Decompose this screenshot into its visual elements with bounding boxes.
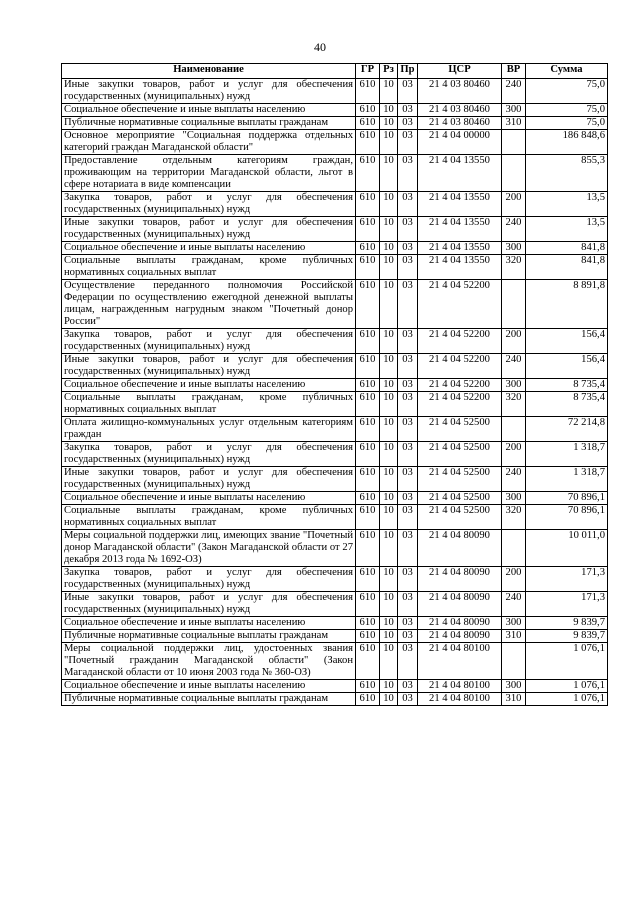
cell-vr: 300	[502, 104, 526, 117]
cell-csr: 21 4 03 80460	[418, 117, 502, 130]
cell-csr: 21 4 04 52200	[418, 280, 502, 329]
cell-gr: 610	[356, 329, 380, 354]
cell-gr: 610	[356, 104, 380, 117]
cell-gr: 610	[356, 643, 380, 680]
cell-name: Иные закупки товаров, работ и услуг для обеспечения государственных (муниципальных) нужд	[62, 217, 356, 242]
cell-rz: 10	[380, 492, 398, 505]
cell-gr: 610	[356, 379, 380, 392]
cell-rz: 10	[380, 104, 398, 117]
cell-gr: 610	[356, 217, 380, 242]
cell-sum: 8 735,4	[526, 392, 608, 417]
cell-rz: 10	[380, 392, 398, 417]
table-header-row	[62, 64, 608, 79]
cell-rz: 10	[380, 693, 398, 706]
table-row	[62, 693, 608, 706]
cell-rz: 10	[380, 680, 398, 693]
cell-sum: 1 318,7	[526, 442, 608, 467]
cell-csr: 21 4 04 52500	[418, 505, 502, 530]
cell-rz: 10	[380, 130, 398, 155]
cell-vr	[502, 155, 526, 192]
cell-sum: 13,5	[526, 217, 608, 242]
table-row	[62, 680, 608, 693]
cell-pr: 03	[398, 192, 418, 217]
cell-gr: 610	[356, 442, 380, 467]
cell-rz: 10	[380, 505, 398, 530]
cell-name: Социальные выплаты гражданам, кроме публичных нормативных социальных выплат	[62, 392, 356, 417]
cell-name: Социальное обеспечение и иные выплаты населению	[62, 379, 356, 392]
table-row	[62, 530, 608, 567]
cell-sum: 171,3	[526, 567, 608, 592]
cell-gr: 610	[356, 79, 380, 104]
cell-csr: 21 4 04 80100	[418, 693, 502, 706]
cell-csr: 21 4 04 80090	[418, 592, 502, 617]
cell-name: Закупка товаров, работ и услуг для обеспечения государственных (муниципальных) нужд	[62, 567, 356, 592]
cell-name: Социальное обеспечение и иные выплаты населению	[62, 242, 356, 255]
cell-sum: 1 318,7	[526, 467, 608, 492]
cell-pr: 03	[398, 130, 418, 155]
table-row	[62, 630, 608, 643]
cell-vr	[502, 280, 526, 329]
table-row	[62, 505, 608, 530]
cell-sum: 75,0	[526, 104, 608, 117]
cell-vr: 240	[502, 354, 526, 379]
cell-csr: 21 4 04 52200	[418, 392, 502, 417]
cell-sum: 156,4	[526, 329, 608, 354]
cell-csr: 21 4 04 80090	[418, 617, 502, 630]
cell-sum: 8 735,4	[526, 379, 608, 392]
cell-gr: 610	[356, 392, 380, 417]
cell-vr: 200	[502, 192, 526, 217]
cell-name: Иные закупки товаров, работ и услуг для обеспечения государственных (муниципальных) нужд	[62, 354, 356, 379]
table-row	[62, 192, 608, 217]
cell-rz: 10	[380, 530, 398, 567]
table-row	[62, 643, 608, 680]
cell-sum: 9 839,7	[526, 617, 608, 630]
cell-pr: 03	[398, 680, 418, 693]
cell-sum: 72 214,8	[526, 417, 608, 442]
cell-vr	[502, 530, 526, 567]
cell-sum: 1 076,1	[526, 680, 608, 693]
table-row	[62, 392, 608, 417]
cell-vr: 240	[502, 79, 526, 104]
cell-name: Закупка товаров, работ и услуг для обеспечения государственных (муниципальных) нужд	[62, 192, 356, 217]
cell-pr: 03	[398, 329, 418, 354]
cell-rz: 10	[380, 592, 398, 617]
cell-name: Социальное обеспечение и иные выплаты населению	[62, 104, 356, 117]
cell-gr: 610	[356, 155, 380, 192]
header-name: Наименование	[62, 64, 356, 79]
cell-csr: 21 4 04 13550	[418, 217, 502, 242]
cell-sum: 10 011,0	[526, 530, 608, 567]
table-row	[62, 104, 608, 117]
cell-pr: 03	[398, 505, 418, 530]
cell-vr: 200	[502, 567, 526, 592]
cell-rz: 10	[380, 617, 398, 630]
cell-pr: 03	[398, 643, 418, 680]
cell-sum: 171,3	[526, 592, 608, 617]
cell-pr: 03	[398, 155, 418, 192]
cell-gr: 610	[356, 530, 380, 567]
cell-csr: 21 4 04 80090	[418, 567, 502, 592]
cell-pr: 03	[398, 280, 418, 329]
table-row	[62, 217, 608, 242]
cell-rz: 10	[380, 630, 398, 643]
cell-name: Осуществление переданного полномочия Российской Федерации по осуществлению ежегодной денежной выплаты лицам, награжденным нагрудным знаком "Почетный донор России"	[62, 280, 356, 329]
cell-sum: 156,4	[526, 354, 608, 379]
cell-vr: 300	[502, 617, 526, 630]
cell-name: Меры социальной поддержки лиц, удостоенных звания "Почетный гражданин Магаданской области" (Закон Магаданской области от 10 июня 2003 года № 360-ОЗ)	[62, 643, 356, 680]
cell-vr: 320	[502, 392, 526, 417]
cell-csr: 21 4 03 80460	[418, 79, 502, 104]
cell-vr	[502, 417, 526, 442]
header-rz: Рз	[380, 64, 398, 79]
table-row	[62, 117, 608, 130]
cell-pr: 03	[398, 392, 418, 417]
cell-csr: 21 4 04 52500	[418, 442, 502, 467]
cell-pr: 03	[398, 592, 418, 617]
cell-gr: 610	[356, 467, 380, 492]
cell-gr: 610	[356, 693, 380, 706]
cell-csr: 21 4 04 80100	[418, 680, 502, 693]
cell-pr: 03	[398, 630, 418, 643]
cell-name: Предоставление отдельным категориям граждан, проживающим на территории Магаданской области, льгот в сфере нотариата в виде компенсации	[62, 155, 356, 192]
cell-name: Оплата жилищно-коммунальных услуг отдельным категориям граждан	[62, 417, 356, 442]
cell-rz: 10	[380, 192, 398, 217]
cell-rz: 10	[380, 329, 398, 354]
cell-vr: 310	[502, 117, 526, 130]
cell-gr: 610	[356, 130, 380, 155]
cell-vr: 300	[502, 680, 526, 693]
cell-gr: 610	[356, 680, 380, 693]
cell-pr: 03	[398, 104, 418, 117]
cell-csr: 21 4 04 13550	[418, 242, 502, 255]
cell-pr: 03	[398, 79, 418, 104]
table-row	[62, 329, 608, 354]
cell-csr: 21 4 04 13550	[418, 192, 502, 217]
cell-rz: 10	[380, 467, 398, 492]
cell-pr: 03	[398, 354, 418, 379]
cell-vr: 240	[502, 467, 526, 492]
table-row	[62, 354, 608, 379]
cell-gr: 610	[356, 617, 380, 630]
cell-rz: 10	[380, 217, 398, 242]
cell-pr: 03	[398, 530, 418, 567]
cell-gr: 610	[356, 117, 380, 130]
cell-name: Публичные нормативные социальные выплаты гражданам	[62, 630, 356, 643]
cell-csr: 21 4 04 13550	[418, 155, 502, 192]
cell-name: Социальное обеспечение и иные выплаты населению	[62, 680, 356, 693]
cell-name: Закупка товаров, работ и услуг для обеспечения государственных (муниципальных) нужд	[62, 442, 356, 467]
cell-name: Социальное обеспечение и иные выплаты населению	[62, 617, 356, 630]
cell-pr: 03	[398, 442, 418, 467]
table-row	[62, 617, 608, 630]
cell-rz: 10	[380, 79, 398, 104]
cell-pr: 03	[398, 255, 418, 280]
cell-name: Закупка товаров, работ и услуг для обеспечения государственных (муниципальных) нужд	[62, 329, 356, 354]
cell-rz: 10	[380, 255, 398, 280]
table-row	[62, 242, 608, 255]
cell-name: Иные закупки товаров, работ и услуг для обеспечения государственных (муниципальных) нужд	[62, 467, 356, 492]
cell-vr: 240	[502, 592, 526, 617]
cell-rz: 10	[380, 242, 398, 255]
cell-vr	[502, 643, 526, 680]
cell-csr: 21 4 04 52200	[418, 329, 502, 354]
header-gr: ГР	[356, 64, 380, 79]
cell-sum: 75,0	[526, 117, 608, 130]
cell-pr: 03	[398, 492, 418, 505]
cell-sum: 841,8	[526, 255, 608, 280]
cell-vr: 300	[502, 492, 526, 505]
cell-gr: 610	[356, 280, 380, 329]
table-row	[62, 130, 608, 155]
cell-vr: 320	[502, 505, 526, 530]
cell-vr: 240	[502, 217, 526, 242]
cell-rz: 10	[380, 155, 398, 192]
cell-pr: 03	[398, 567, 418, 592]
cell-csr: 21 4 04 13550	[418, 255, 502, 280]
cell-gr: 610	[356, 417, 380, 442]
cell-name: Социальное обеспечение и иные выплаты населению	[62, 492, 356, 505]
cell-csr: 21 4 04 00000	[418, 130, 502, 155]
cell-pr: 03	[398, 617, 418, 630]
cell-vr: 300	[502, 242, 526, 255]
cell-pr: 03	[398, 242, 418, 255]
cell-gr: 610	[356, 567, 380, 592]
cell-csr: 21 4 04 52500	[418, 467, 502, 492]
cell-csr: 21 4 04 52200	[418, 354, 502, 379]
cell-sum: 13,5	[526, 192, 608, 217]
cell-name: Публичные нормативные социальные выплаты гражданам	[62, 693, 356, 706]
table-row	[62, 79, 608, 104]
cell-name: Иные закупки товаров, работ и услуг для обеспечения государственных (муниципальных) нужд	[62, 592, 356, 617]
cell-csr: 21 4 04 52200	[418, 379, 502, 392]
cell-csr: 21 4 04 80090	[418, 530, 502, 567]
cell-vr: 320	[502, 255, 526, 280]
cell-rz: 10	[380, 643, 398, 680]
page-number: 40	[314, 40, 326, 54]
table-row	[62, 379, 608, 392]
cell-gr: 610	[356, 505, 380, 530]
header-pr: Пр	[398, 64, 418, 79]
cell-pr: 03	[398, 467, 418, 492]
cell-sum: 855,3	[526, 155, 608, 192]
cell-sum: 186 848,6	[526, 130, 608, 155]
cell-sum: 841,8	[526, 242, 608, 255]
cell-vr: 310	[502, 630, 526, 643]
budget-table	[61, 63, 608, 706]
cell-gr: 610	[356, 192, 380, 217]
cell-csr: 21 4 04 80090	[418, 630, 502, 643]
cell-sum: 1 076,1	[526, 693, 608, 706]
cell-rz: 10	[380, 567, 398, 592]
cell-rz: 10	[380, 280, 398, 329]
table-body	[62, 79, 608, 706]
cell-gr: 610	[356, 242, 380, 255]
table-row	[62, 567, 608, 592]
cell-csr: 21 4 04 52500	[418, 417, 502, 442]
cell-rz: 10	[380, 117, 398, 130]
cell-gr: 610	[356, 354, 380, 379]
cell-rz: 10	[380, 379, 398, 392]
table-row	[62, 155, 608, 192]
cell-vr: 310	[502, 693, 526, 706]
cell-pr: 03	[398, 693, 418, 706]
cell-csr: 21 4 04 52500	[418, 492, 502, 505]
table-row	[62, 280, 608, 329]
table-row	[62, 255, 608, 280]
cell-name: Основное мероприятие "Социальная поддержка отдельных категорий граждан Магаданской области"	[62, 130, 356, 155]
cell-sum: 70 896,1	[526, 492, 608, 505]
cell-name: Публичные нормативные социальные выплаты гражданам	[62, 117, 356, 130]
cell-gr: 610	[356, 630, 380, 643]
cell-name: Социальные выплаты гражданам, кроме публичных нормативных социальных выплат	[62, 255, 356, 280]
cell-csr: 21 4 04 80100	[418, 643, 502, 680]
cell-vr: 200	[502, 442, 526, 467]
header-vr: ВР	[502, 64, 526, 79]
cell-sum: 1 076,1	[526, 643, 608, 680]
cell-name: Иные закупки товаров, работ и услуг для обеспечения государственных (муниципальных) нужд	[62, 79, 356, 104]
cell-vr	[502, 130, 526, 155]
table-row	[62, 467, 608, 492]
cell-rz: 10	[380, 354, 398, 379]
table-row	[62, 592, 608, 617]
cell-pr: 03	[398, 117, 418, 130]
table-row	[62, 492, 608, 505]
cell-pr: 03	[398, 379, 418, 392]
cell-vr: 300	[502, 379, 526, 392]
cell-gr: 610	[356, 255, 380, 280]
table-row	[62, 417, 608, 442]
cell-name: Социальные выплаты гражданам, кроме публичных нормативных социальных выплат	[62, 505, 356, 530]
cell-gr: 610	[356, 492, 380, 505]
cell-rz: 10	[380, 417, 398, 442]
cell-pr: 03	[398, 217, 418, 242]
cell-sum: 8 891,8	[526, 280, 608, 329]
header-sum: Сумма	[526, 64, 608, 79]
cell-gr: 610	[356, 592, 380, 617]
table-row	[62, 442, 608, 467]
cell-vr: 200	[502, 329, 526, 354]
cell-pr: 03	[398, 417, 418, 442]
header-csr: ЦСР	[418, 64, 502, 79]
cell-csr: 21 4 03 80460	[418, 104, 502, 117]
cell-sum: 9 839,7	[526, 630, 608, 643]
cell-rz: 10	[380, 442, 398, 467]
cell-sum: 75,0	[526, 79, 608, 104]
cell-sum: 70 896,1	[526, 505, 608, 530]
cell-name: Меры социальной поддержки лиц, имеющих звание "Почетный донор Магаданской области" (Закон Магаданской области от 27 декабря 2013 года № 1692-ОЗ)	[62, 530, 356, 567]
